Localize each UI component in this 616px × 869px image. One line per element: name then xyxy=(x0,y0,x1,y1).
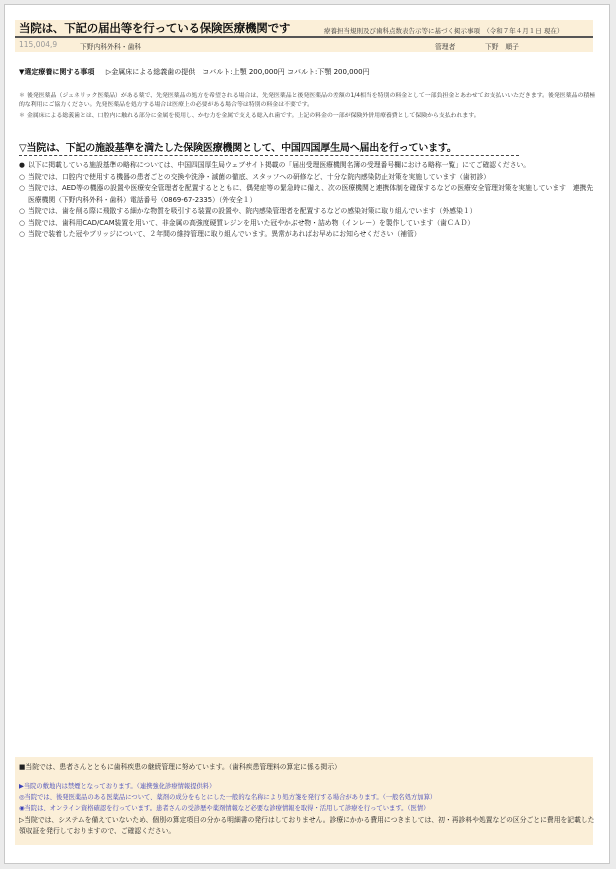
generic-prescription-note: ◎当院では、後発医薬品のある医薬品について、薬剤の成分をもとにした一般的な名称により処方箋を発行する場合があります。（一般名処方加算） xyxy=(19,794,437,801)
note-text: 後発医薬品（ジェネリック医薬品）がある薬で、先発医薬品の処方を希望される場合は、先発医薬品と後発医薬品の差額の1/4相当を特別の料金として一部負担金とあわせてお支払いいただきます。後発医薬品の積極的な利用にご協力ください。先発医薬品を処方する場合は医療上の必要がある場合等は特別の料金は不要です。 xyxy=(19,93,596,109)
list-item: ○ 当院で装着した冠やブリッジについて、２年間の維持管理に取り組んでいます。異常があればお早めにお知らせください（補管） xyxy=(19,230,421,238)
list-item: ○ 当院では、歯科用CAD/CAM装置を用いて、非金属の高強度硬質レジンを用いた冠やかぶせ物・詰め物（インレー）を製作しています（歯ＣＡＤ） xyxy=(19,218,475,227)
list-item: ○ 当院では、歯を削る際に飛散する細かな物質を吸引する装置の設置や、院内感染管理者を配置するなどの感染対策に取り組んでいます（外感染１） xyxy=(19,207,477,215)
note-generic-drugs xyxy=(19,92,597,110)
selected-care-heading: ▼選定療養に関する事項 xyxy=(19,68,95,76)
heading-divider xyxy=(19,155,519,156)
document-page xyxy=(4,4,610,864)
list-item: ○ 当院では、AED等の機器の設置や医療安全管理者を配置するとともに、偶発症等の緊急時に備え、次の医療機関と連携体制を確保するなどの医療安全管理対策を実施しています 連携先医療機関（下野内科外科・歯科）電話番号（0869-67-2335）（外安全１） xyxy=(19,184,594,204)
receipt-note: ▷当院では、システムを備えていないため、個別の算定項目の分かる明細書の発行はしておりません。診療にかかる費用につきましては、初・再診料や処置などの区分ごとに費用を記載した領収証を発行しておりますので、ご確認ください。 xyxy=(19,816,595,835)
page-subtitle: 療養担当規則及び歯科点数表告示等に基づく掲示事項 （令和７年４月１日 現在） xyxy=(324,27,564,35)
selected-care-body: ▷金属床による総義歯の提供 コバルト:上顎 200,000円 コバルト:下顎 200,000円 xyxy=(105,68,370,76)
facility-standards-list xyxy=(19,160,597,241)
dental-management-note: ■当院では、患者さんとともに歯科疾患の継続管理に努めています。（歯科疾患管理料の算定に係る掲示） xyxy=(19,763,341,771)
manager-label: 管理者 xyxy=(435,43,456,51)
institution-code: 115,004,9 xyxy=(19,40,58,49)
list-item: ● 以下に掲載している施設基準の略称については、中国四国厚生局ウェブサイト掲載の「届出受理医療機関名簿の受理番号欄における略称一覧」にてご確認ください。 xyxy=(19,161,531,169)
note-mark: ＊ xyxy=(19,93,25,99)
online-qualification-note: ◉当院は、オンライン資格確認を行っています。患者さんの受診歴や薬剤情報など必要な診療情報を取得・活用して診療を行っています。（医情） xyxy=(19,805,430,812)
selected-care-section xyxy=(19,67,370,77)
manager-name: 下野 順子 xyxy=(485,43,519,51)
page-title: 当院は、下記の届出等を行っている保険医療機関です xyxy=(19,21,291,35)
facility-standards-heading: ▽当院は、下記の施設基準を満たした保険医療機関として、中国四国厚生局へ届出を行っています。 xyxy=(19,143,457,154)
list-item: ○ 当院では、口腔内で使用する機器の患者ごとの交換や洗浄・滅菌の徹底、スタッフへの研修など、十分な院内感染防止対策を実施しています（歯初診） xyxy=(19,172,491,181)
note-mark: ＊ xyxy=(19,113,25,119)
clinic-name: 下野内科外科・歯科 xyxy=(80,43,142,51)
no-smoking-note: ▶当院の敷地内は禁煙となっております。（連携強化診療情報提供料） xyxy=(19,783,216,790)
title-divider xyxy=(15,36,593,38)
note-metal-denture xyxy=(19,112,597,121)
note-text: 金属床による総義歯とは、口腔内に触れる部分に金属を使用し、かむ力を金属で支える総入れ歯です。上記の料金の一部が保険外併用療養費として保険から支払われます。 xyxy=(27,113,480,119)
